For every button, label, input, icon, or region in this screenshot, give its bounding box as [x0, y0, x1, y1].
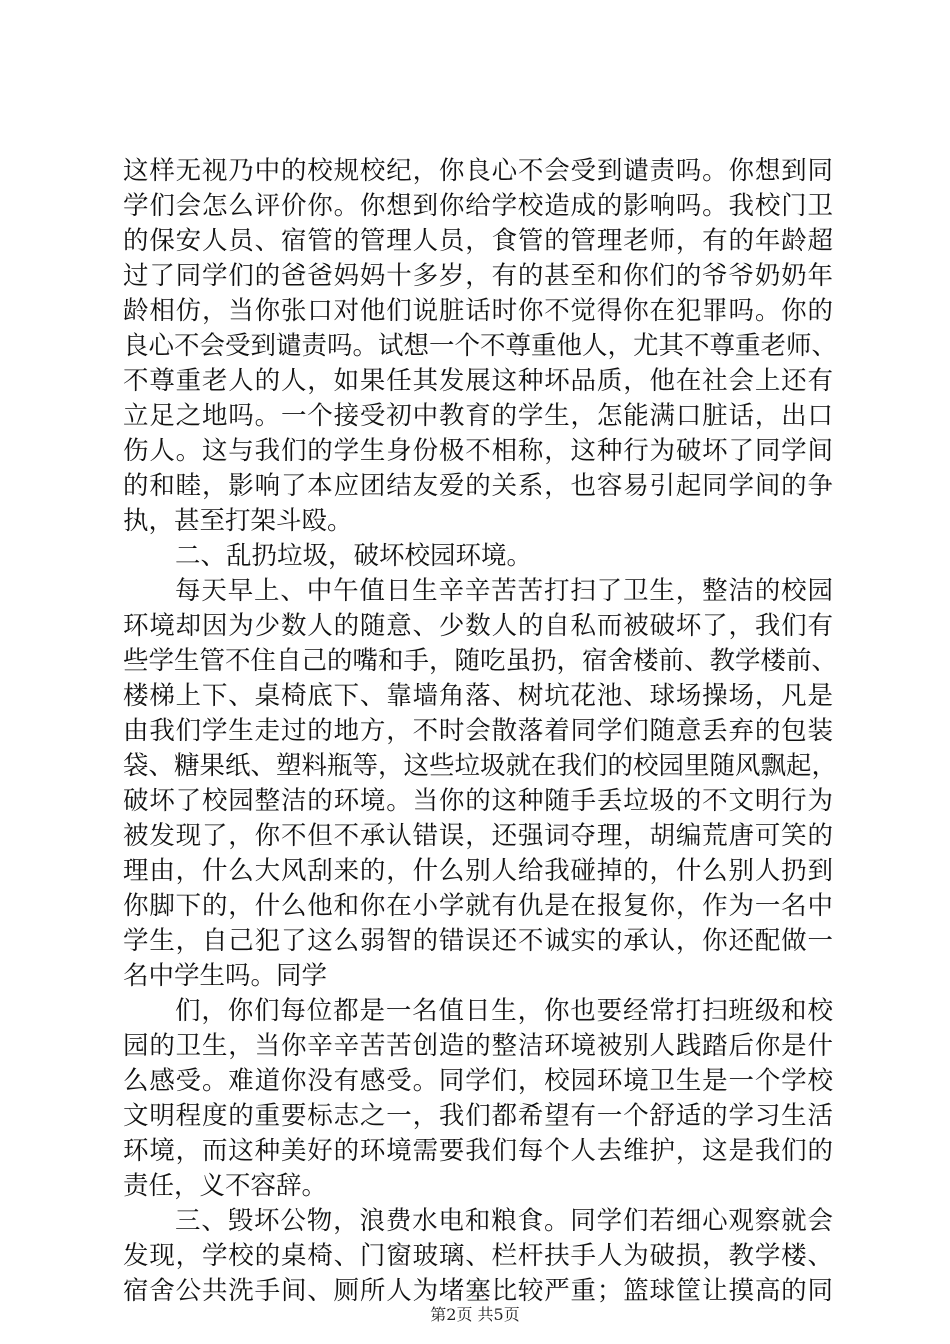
text-line: 么感受。难道你没有感受。同学们，校园环境卫生是一个学校 — [123, 1066, 833, 1096]
text-line: 被发现了，你不但不承认错误，还强词夺理，胡编荒唐可笑的 — [123, 821, 833, 851]
text-line: 的和睦，影响了本应团结友爱的关系，也容易引起同学间的争 — [123, 471, 833, 501]
text-line: 的保安人员、宿管的管理人员，食管的管理老师，有的年龄超 — [123, 226, 833, 256]
text-line: 宿舍公共洗手间、厕所人为堵塞比较严重；篮球筐让摸高的同 — [123, 1276, 833, 1306]
text-line: 良心不会受到谴责吗。试想一个不尊重他人，尤其不尊重老师、 — [123, 331, 838, 361]
page-footer — [0, 1305, 950, 1325]
text-line: 立足之地吗。一个接受初中教育的学生，怎能满口脏话，出口 — [123, 401, 833, 431]
section-heading: 三、毁坏公物，浪费水电和粮食。同学们若细心观察就会 — [175, 1206, 833, 1236]
text-line: 由我们学生走过的地方，不时会散落着同学们随意丢弃的包装 — [123, 716, 833, 746]
text-line: 发现，学校的桌椅、门窗玻璃、栏杆扶手人为破损，教学楼、 — [123, 1241, 833, 1271]
text-line: 环境却因为少数人的随意、少数人的自私而被破坏了，我们有 — [123, 611, 833, 641]
body-text — [123, 154, 838, 1309]
text-line: 些学生管不住自己的嘴和手，随吃虽扔，宿舍楼前、教学楼前、 — [123, 646, 838, 676]
text-line: 们，你们每位都是一名值日生，你也要经常打扫班级和校 — [175, 996, 833, 1026]
text-line: 园的卫生，当你辛辛苦苦创造的整洁环境被别人践踏后你是什 — [123, 1031, 833, 1061]
text-line: 理由，什么大风刮来的，什么别人给我碰掉的，什么别人扔到 — [123, 856, 833, 886]
text-line: 过了同学们的爸爸妈妈十多岁，有的甚至和你们的爷爷奶奶年 — [123, 261, 833, 291]
text-line: 不尊重老人的人，如果任其发展这种坏品质，他在社会上还有 — [123, 366, 833, 396]
text-line: 学们会怎么评价你。你想到你给学校造成的影响吗。我校门卫 — [123, 191, 833, 221]
page-number: 第2页 共5页 — [430, 1305, 520, 1324]
section-heading: 二、乱扔垃圾，破坏校园环境。 — [175, 541, 533, 571]
text-line: 文明程度的重要标志之一，我们都希望有一个舒适的学习生活 — [123, 1101, 833, 1131]
text-line: 楼梯上下、桌椅底下、靠墙角落、树坑花池、球场操场，凡是 — [123, 681, 833, 711]
text-line: 执，甚至打架斗殴。 — [123, 506, 353, 536]
text-line: 责任，义不容辞。 — [123, 1171, 328, 1201]
text-line: 名中学生吗。同学 — [123, 961, 328, 991]
text-line: 龄相仿，当你张口对他们说脏话时你不觉得你在犯罪吗。你的 — [123, 296, 833, 326]
text-line: 伤人。这与我们的学生身份极不相称，这种行为破坏了同学间 — [123, 436, 833, 466]
text-line: 环境，而这种美好的环境需要我们每个人去维护，这是我们的 — [123, 1136, 833, 1166]
text-line: 学生，自己犯了这么弱智的错误还不诚实的承认，你还配做一 — [123, 926, 833, 956]
text-line: 你脚下的，什么他和你在小学就有仇是在报复你，作为一名中 — [123, 891, 833, 921]
text-line: 袋、糖果纸、塑料瓶等，这些垃圾就在我们的校园里随风飘起， — [123, 751, 838, 781]
text-line: 这样无视乃中的校规校纪，你良心不会受到谴责吗。你想到同 — [123, 156, 833, 186]
text-line: 每天早上、中午值日生辛辛苦苦打扫了卫生，整洁的校园 — [175, 576, 833, 606]
text-line: 破坏了校园整洁的环境。当你的这种随手丢垃圾的不文明行为 — [123, 786, 833, 816]
